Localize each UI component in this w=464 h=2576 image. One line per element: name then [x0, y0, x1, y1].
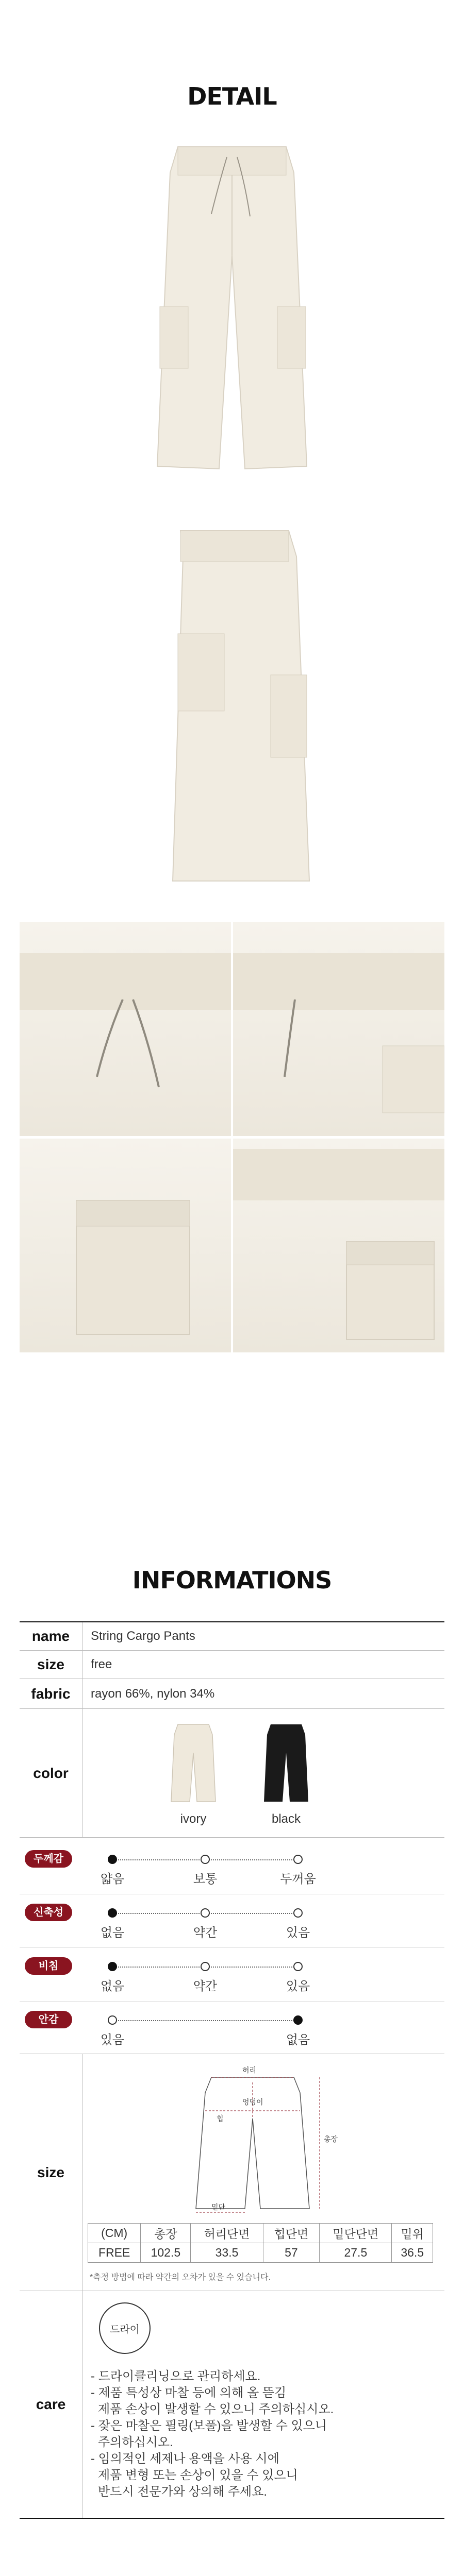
- sheer-label-yes: 있음: [286, 1979, 310, 1993]
- size-cell: 57: [263, 2243, 320, 2263]
- care-line: 제품 손상이 발생할 수 있으니 주의하십시오.: [98, 2402, 334, 2416]
- size-table-header: [88, 2224, 433, 2243]
- color-label: color: [20, 1709, 82, 1837]
- lining-pill: 안감: [25, 2011, 72, 2028]
- color-swatch-ivory: [170, 1722, 217, 1804]
- stretch-label-slight: 약간: [193, 1926, 218, 1940]
- fabric-label: fabric: [20, 1679, 82, 1708]
- size-detail-label: size: [20, 2054, 82, 2291]
- size-cell: 27.5: [320, 2243, 392, 2263]
- size-header-hip: 힙단면: [263, 2224, 320, 2243]
- diagram-hip-label: 엉덩이: [242, 2098, 263, 2106]
- stretch-label-none: 없음: [100, 1926, 125, 1940]
- name-value: String Cargo Pants: [91, 1629, 195, 1643]
- care-line: - 잦은 마찰은 필링(보풀)을 발생할 수 있으니: [91, 2419, 327, 2433]
- lining-label-yes: 있음: [100, 2033, 125, 2047]
- sheer-dot-none: [108, 1962, 117, 1971]
- size-detail-row: [20, 2054, 444, 2291]
- size-row: [20, 1651, 444, 1679]
- stretch-dot-none: [108, 1908, 117, 1918]
- dry-clean-icon-text: 드라이: [110, 2324, 140, 2335]
- back-pocket-photo: [233, 1139, 444, 1352]
- stretch-pill: 신축성: [25, 1904, 72, 1921]
- size-value: free: [91, 1657, 112, 1671]
- stretch-scale: [20, 1894, 444, 1948]
- fabric-row: [20, 1679, 444, 1709]
- detail-section-title: DETAIL: [187, 82, 277, 110]
- care-line: - 임의적인 세제나 용액을 사용 시에: [91, 2452, 279, 2466]
- size-header-hem: 밑단단면: [320, 2224, 392, 2243]
- lining-label-no: 없음: [286, 2033, 310, 2047]
- diagram-total-label: 총장: [324, 2135, 338, 2143]
- size-header-waist: 허리단면: [191, 2224, 263, 2243]
- thickness-label-thin: 얇음: [100, 1872, 125, 1886]
- size-cell: 33.5: [191, 2243, 263, 2263]
- size-table-row: [88, 2243, 433, 2263]
- attributes-block: [20, 1838, 444, 2054]
- stretch-label-yes: 있음: [286, 1926, 310, 1940]
- stretch-dot-yes: [293, 1908, 303, 1918]
- sheer-label-none: 없음: [100, 1979, 125, 1993]
- care-line: 주의하십시오.: [98, 2435, 173, 2449]
- fabric-value: rayon 66%, nylon 34%: [91, 1686, 215, 1701]
- sheer-label-slight: 약간: [193, 1979, 218, 1993]
- size-table: [88, 2223, 433, 2263]
- care-instructions: [91, 2368, 334, 2500]
- size-cell: FREE: [88, 2243, 141, 2263]
- care-line: 제품 변형 또는 손상이 있을 수 있으니: [98, 2468, 298, 2482]
- dry-clean-icon: [99, 2302, 151, 2354]
- care-line: - 드라이클리닝으로 관리하세요.: [91, 2369, 261, 2383]
- info-table: [20, 1621, 444, 2519]
- size-header-length: 총장: [141, 2224, 191, 2243]
- color-swatch-black: [263, 1722, 309, 1804]
- size-label: size: [20, 1651, 82, 1679]
- thickness-label-thick: 두꺼움: [280, 1872, 316, 1886]
- sheer-pill: 비침: [25, 1957, 72, 1975]
- diagram-waist-label: 허리: [242, 2066, 257, 2074]
- size-cell: 102.5: [141, 2243, 191, 2263]
- thickness-pill: 두께감: [25, 1850, 72, 1868]
- lining-dot-no: [293, 2015, 303, 2025]
- sheer-scale: [20, 1948, 444, 2002]
- lining-scale: [20, 2002, 444, 2055]
- thickness-label-normal: 보통: [193, 1872, 218, 1886]
- cargo-pocket-photo: [20, 1139, 231, 1352]
- waistband-drawstring-photo: [20, 922, 231, 1136]
- diagram-hem-label: 밑단: [211, 2203, 226, 2211]
- care-line: - 제품 특성상 마찰 등에 의해 올 뜯김: [91, 2386, 287, 2400]
- pants-front-photo: [129, 126, 335, 487]
- color-name-ivory: ivory: [180, 1812, 207, 1826]
- size-diagram: [165, 2062, 351, 2216]
- size-header-cm: (CM): [88, 2224, 141, 2243]
- size-note: *측정 방법에 따라 약간의 오차가 있을 수 있습니다.: [90, 2273, 271, 2282]
- thickness-dot-thick: [293, 1855, 303, 1864]
- care-line: 반드시 전문가와 상의해 주세요.: [98, 2485, 268, 2499]
- size-cell: 36.5: [392, 2243, 433, 2263]
- color-row: [20, 1709, 444, 1838]
- size-header-rise: 밑위: [392, 2224, 433, 2243]
- sheer-dot-slight: [201, 1962, 210, 1971]
- stretch-dot-slight: [201, 1908, 210, 1918]
- name-label: name: [20, 1622, 82, 1650]
- diagram-thigh-label: 힙: [217, 2114, 224, 2123]
- thickness-dot-normal: [201, 1855, 210, 1864]
- name-row: [20, 1622, 444, 1651]
- care-row: [20, 2291, 444, 2518]
- informations-section-title: INFORMATIONS: [132, 1566, 332, 1594]
- thickness-dot-thin: [108, 1855, 117, 1864]
- sheer-dot-yes: [293, 1962, 303, 1971]
- thickness-scale: [20, 1841, 444, 1894]
- pants-side-photo: [150, 520, 325, 891]
- color-name-black: black: [271, 1812, 301, 1826]
- waistband-side-photo: [233, 922, 444, 1136]
- lining-dot-yes: [108, 2015, 117, 2025]
- care-label: care: [20, 2291, 82, 2518]
